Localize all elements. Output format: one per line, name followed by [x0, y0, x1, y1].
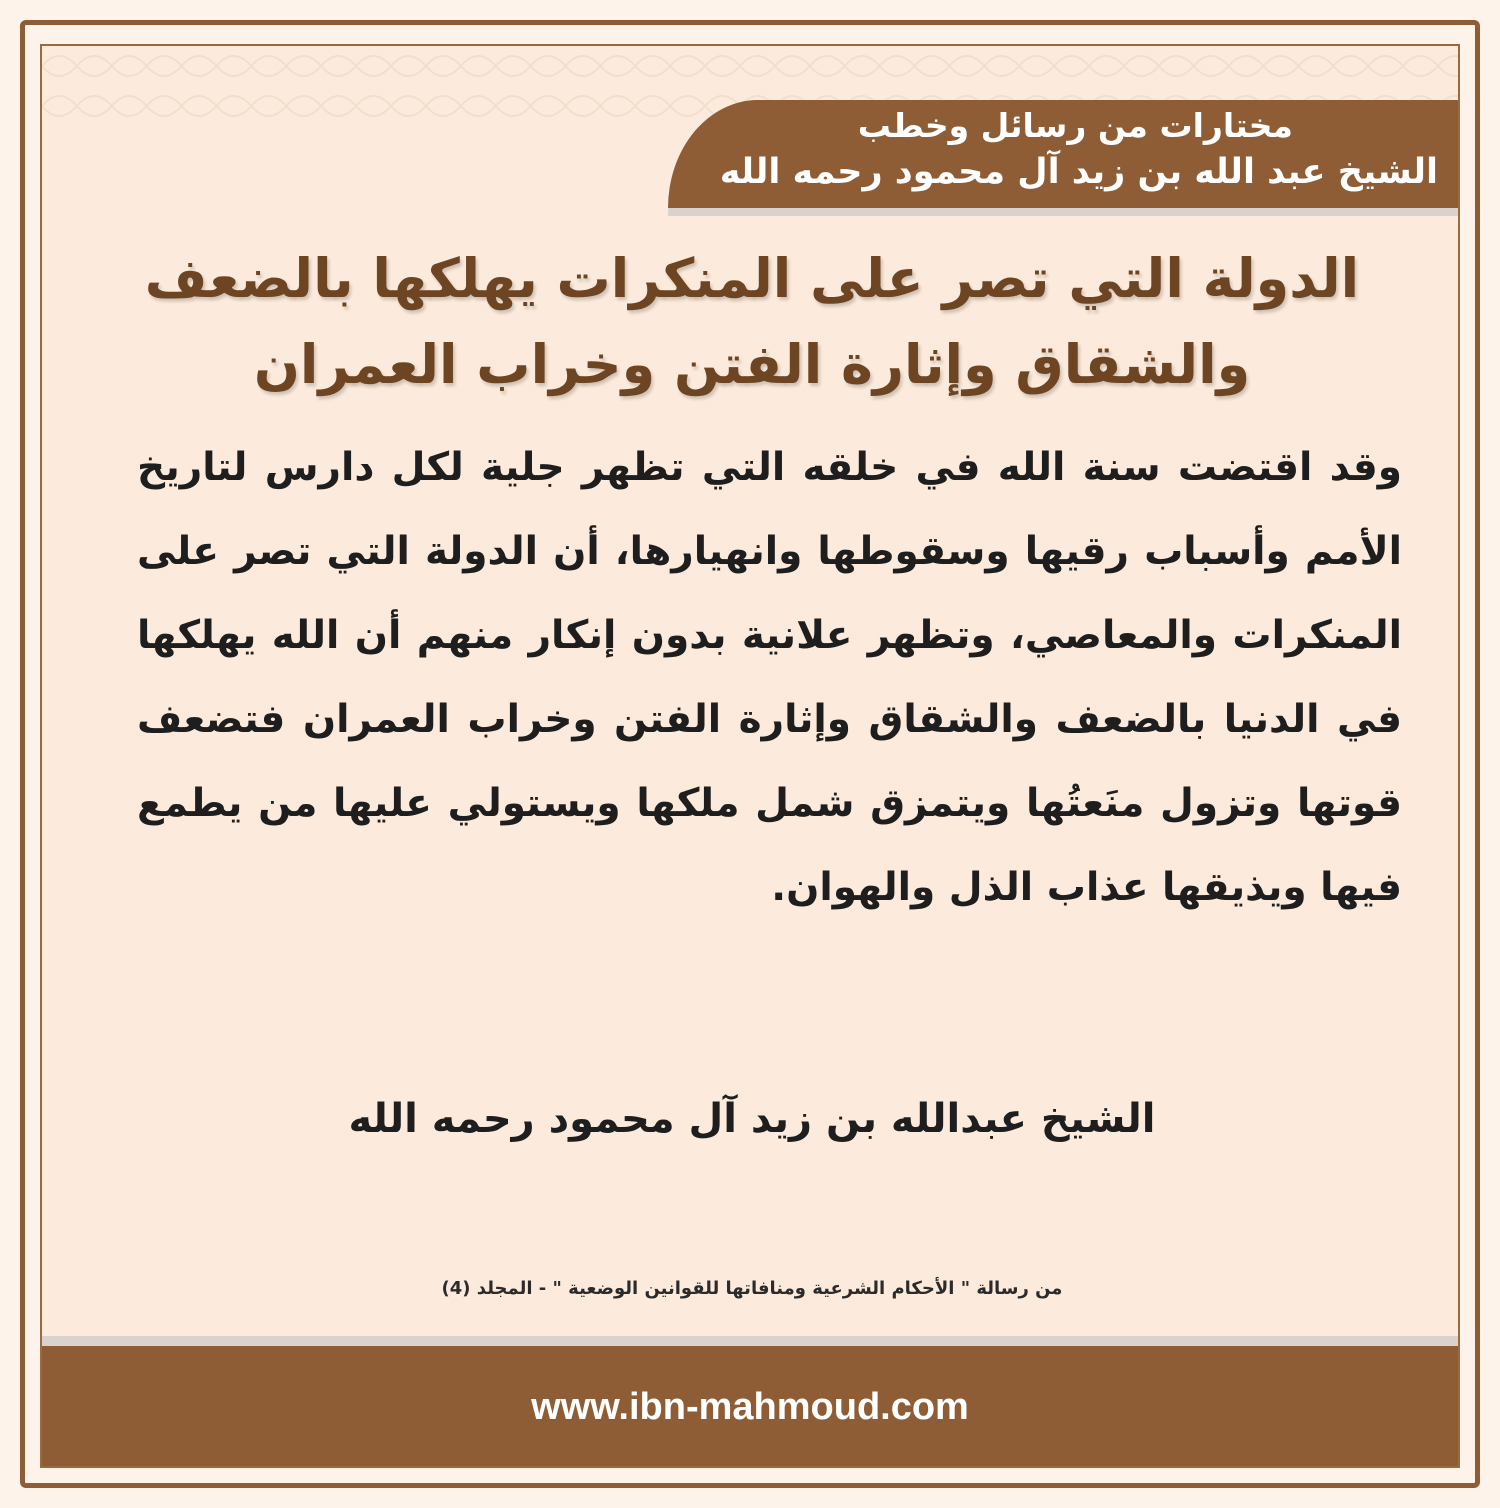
- footer-bar: [42, 1346, 1458, 1468]
- page-title: الدولة التي تصر على المنكرات يهلكها بالضعف والشقاق وإثارة الفتن وخراب العمران: [144, 247, 1360, 396]
- website-link[interactable]: www.ibn-mahmoud.com: [531, 1385, 969, 1428]
- signature: الشيخ عبدالله بن زيد آل محمود رحمه الله: [348, 1096, 1156, 1142]
- header-banner: [668, 100, 1458, 208]
- author-name: الشيخ عبد الله بن زيد آل محمود رحمه الله: [719, 152, 1438, 192]
- body-paragraph: وقد اقتضت سنة الله في خلقه التي تظهر جلية لكل دارس لتاريخ الأمم وأسباب رقيها وسقوطها وانهيارها، أن الدولة التي تصر على المنكرات والمعاصي، وتظهر علانية بدون إنكار منهم أن الله يهلكها في الدنيا بالضعف والشقاق وإثارة الفتن وخراب العمران فتضعف قوتها وتزول منَعتُها ويتمزق شمل ملكها ويستولي عليها من يطمع فيها ويذيقها عذاب الذل والهوان.: [137, 445, 1402, 910]
- card: [40, 44, 1460, 1468]
- source-citation: من رسالة " الأحكام الشرعية ومنافاتها للقوانين الوضعية " - المجلد (4): [441, 1278, 1063, 1299]
- series-title: مختارات من رسائل وخطب: [857, 106, 1293, 145]
